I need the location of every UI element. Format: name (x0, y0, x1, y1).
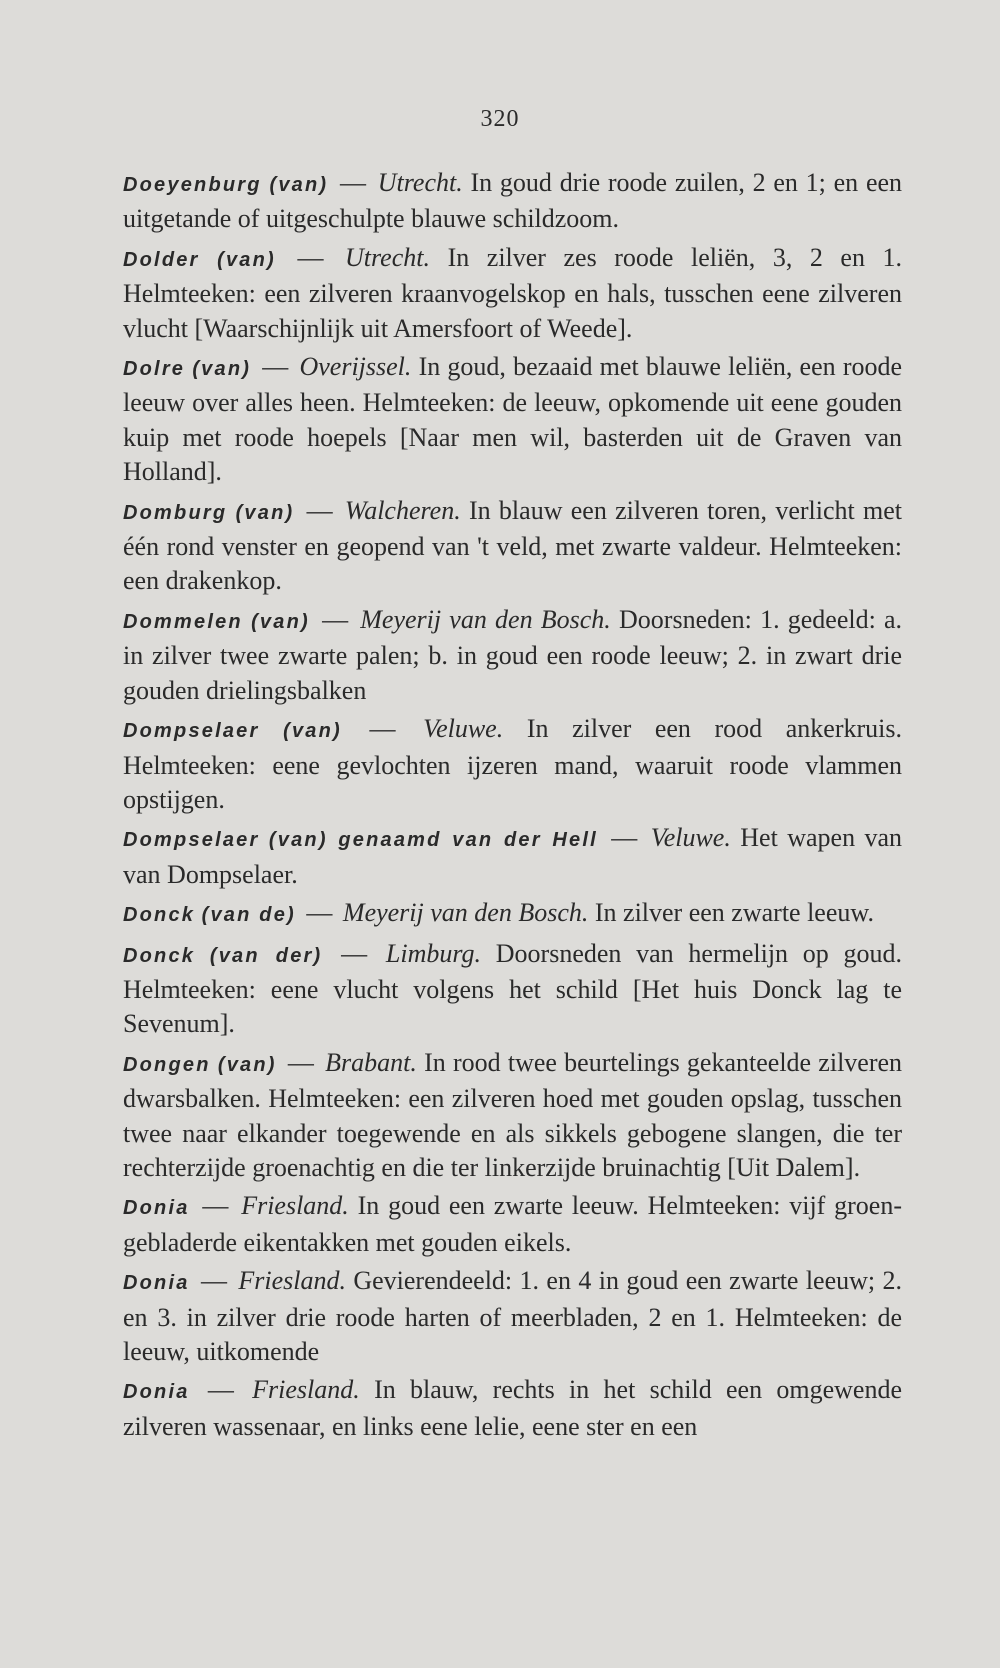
entry (95, 494, 902, 599)
entry-dash: — (611, 823, 638, 853)
entry (95, 603, 902, 708)
entry-dash: — (306, 898, 333, 928)
entry-region: Friesland. (238, 1266, 346, 1296)
entry-particle: (van) (235, 501, 295, 524)
entry-name: Donia (123, 1197, 190, 1220)
entry-name: Dolre (123, 358, 186, 381)
entry-text: In zilver een zwarte leeuw. (594, 898, 874, 928)
entry-name: Donia (123, 1381, 190, 1404)
entry-region: Veluwe. (423, 714, 504, 744)
entry-name: Donck (123, 904, 196, 927)
entry-particle: (van de) (201, 904, 296, 927)
entry-region: Utrecht. (377, 168, 463, 197)
entry-dash: — (207, 1375, 234, 1405)
entry-region: Utrecht. (345, 242, 430, 272)
entry-text: In goud een zwarte leeuw. Helmteeken: vijf groen-gebladerde eikentakken met gouden eikels. (123, 1191, 902, 1257)
entry-dash: — (262, 352, 289, 382)
entry-region: Walcheren. (344, 495, 461, 525)
entry-dash: — (322, 604, 349, 634)
entry-name: Dompselaer (123, 829, 260, 852)
entry-text: In rood twee beurtelings gekanteelde zilveren dwarsbalken. Helmteeken: een zilveren hoed met gouden opslag, tusschen twee naar elkander toegewende en als sikkels gebogene slangen, die ter rechterzijde groenachtig en die ter linkerzijde bruinachtig [Uit Dalem]. (123, 1047, 903, 1182)
entry (95, 1373, 902, 1444)
entry-particle: (van) (269, 174, 329, 196)
entry-text: In goud drie roode zuilen, 2 en 1; en een uitgetande of uitgeschulpte blauwe schildzoom. (123, 168, 903, 234)
entry-text: In zilver een rood ankerkruis. Helmteeken: eene gevlochten ijzeren mand, waaruit roode vlammen opstijgen. (123, 714, 903, 814)
entry-particle: (van) (251, 610, 310, 633)
entry-region: Meyerij van den Bosch. (360, 604, 611, 634)
entry (95, 1046, 902, 1186)
entry-text: Gevierendeeld: 1. en 4 in goud een zwarte leeuw; 2. en 3. in zilver drie roode harten of meerbladen, 2 en 1. Helmteeken: de leeuw, uitkomende (123, 1266, 903, 1366)
entry-name: Dolder (123, 248, 200, 271)
entry (95, 241, 902, 346)
entry-dash: — (200, 1266, 227, 1296)
entry-dash: — (202, 1191, 229, 1221)
entry-name: Donia (123, 1272, 190, 1295)
entry (95, 1189, 902, 1260)
entries-list (95, 166, 902, 1448)
entry-dash: — (340, 168, 367, 197)
entry-region: Friesland. (252, 1375, 360, 1405)
entry-region: Brabant. (325, 1047, 417, 1077)
entry-text: Het wapen van van Dompselaer. (123, 823, 903, 889)
entry-particle: (van) (217, 1053, 277, 1076)
entry-particle: (van der) (209, 944, 323, 967)
entry (95, 1264, 902, 1369)
entry-region: Limburg. (385, 938, 482, 968)
entry (95, 166, 902, 237)
entry-particle: (van) genaamd van der Hell (268, 829, 598, 852)
entry-text: In zilver zes roode leliën, 3, 2 en 1. Helmteeken: een zilveren kraanvogelskop en hals, tusschen eene zilveren vlucht [Waarschijnlijk uit Amersfoort of Weede]. (123, 242, 903, 343)
entry-region: Overijssel. (299, 352, 412, 382)
entry-dash: — (341, 938, 368, 968)
entry-name: Donck (123, 944, 196, 967)
entry (95, 712, 902, 817)
entry-region: Veluwe. (650, 823, 731, 853)
page-number: 320 (480, 106, 520, 132)
entry-particle: (van) (192, 358, 252, 381)
entry-dash: — (306, 495, 333, 525)
entry (95, 896, 902, 932)
entry (95, 937, 902, 1042)
entry-text: Doorsneden: 1. gedeeld: a. in zilver twee zwarte palen; b. in goud een roode leeuw; 2. in zwart drie gouden drielingsbalken (123, 604, 903, 705)
entry-dash: — (287, 1047, 314, 1077)
entry-text: In blauw, rechts in het schild een omgewende zilveren wassenaar, en links eene lelie, eene ster en een (123, 1375, 903, 1441)
entry-name: Dongen (123, 1053, 211, 1076)
entry (95, 821, 902, 892)
entry-region: Meyerij van den Bosch. (342, 898, 589, 928)
entry-dash: — (297, 242, 324, 272)
entry-name: Dompselaer (123, 720, 260, 743)
entry-text: Doorsneden van hermelijn op goud. Helmteeken: eene vlucht volgens het schild [Het huis Donck lag te Sevenum]. (123, 938, 903, 1039)
entry-name: Dommelen (123, 610, 243, 633)
entry-particle: (van) (217, 248, 276, 271)
entry (95, 350, 902, 490)
entry-particle: (van) (283, 720, 342, 743)
entry-region: Friesland. (241, 1191, 349, 1221)
entry-text: In blauw een zilveren toren, verlicht met één rond venster en geopend van 't veld, met zwarte valdeur. Helmteeken: een drakenkop. (123, 495, 902, 596)
entry-dash: — (369, 714, 396, 744)
entry-text: In goud, bezaaid met blauwe leliën, een roode leeuw over alles heen. Helmteeken: de leeuw, opkomende uit eene gouden kuip met roode hoepels [Naar men wil, basterden uit de Graven van Holland]. (123, 352, 903, 487)
entry-name: Domburg (123, 501, 228, 524)
entry-name: Doeyenburg (123, 174, 262, 196)
